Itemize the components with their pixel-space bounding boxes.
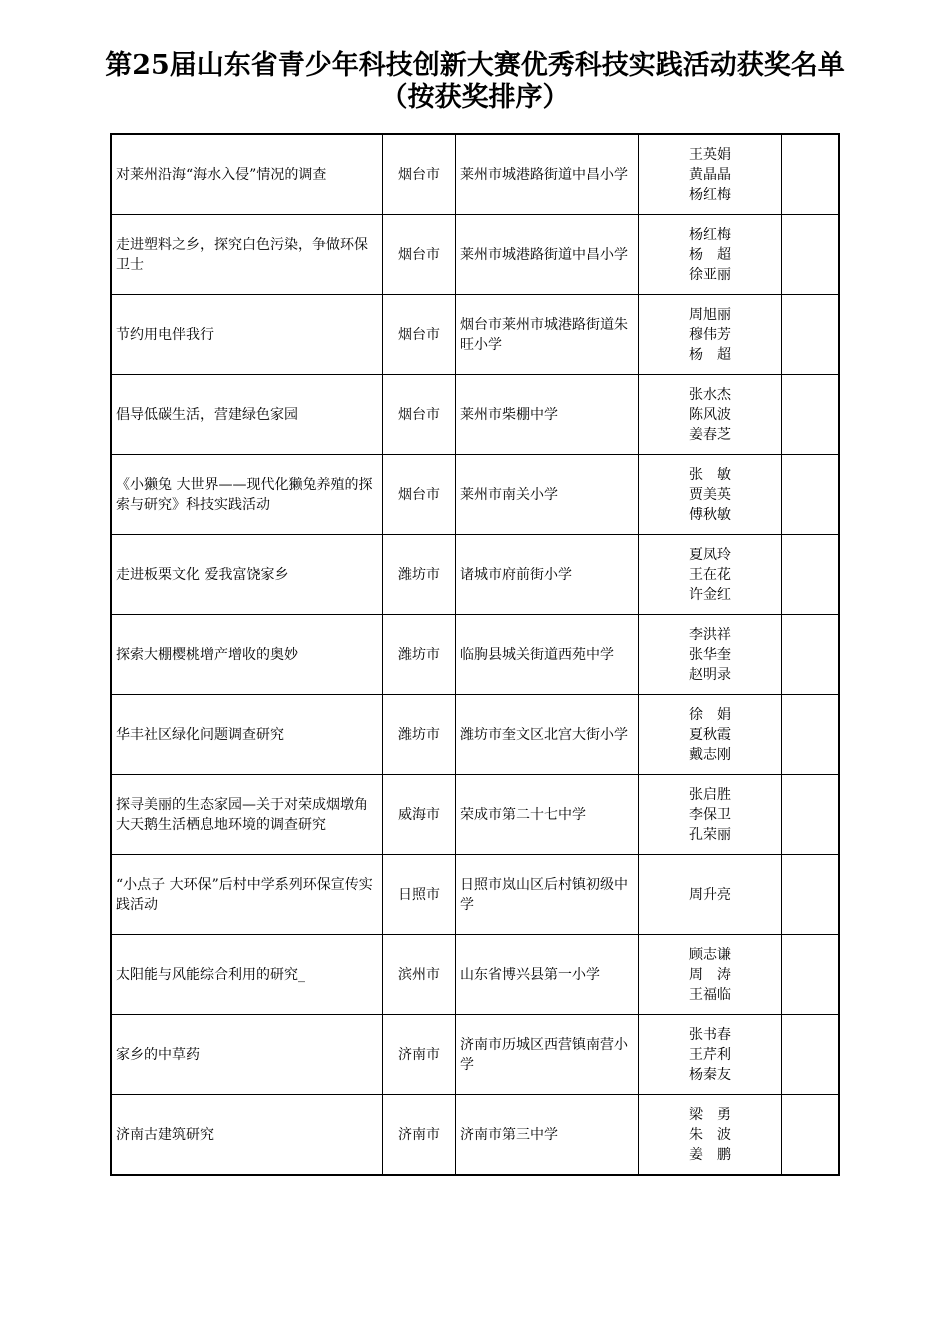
teacher-name: 李洪祥: [689, 626, 731, 643]
teacher-name: 王在花: [689, 566, 731, 583]
teacher-name: 黄晶晶: [689, 166, 731, 183]
city-cell: 烟台市: [383, 455, 456, 535]
blank-cell: [782, 215, 840, 295]
blank-cell: [782, 535, 840, 615]
teacher-name: 周 涛: [689, 966, 731, 983]
blank-cell: [782, 1015, 840, 1095]
project-name-cell: 探寻美丽的生态家园—关于对荣成烟墩角大天鹅生活栖息地环境的调查研究: [111, 775, 383, 855]
teacher-name: 孔荣丽: [689, 826, 731, 843]
project-name-cell: 对莱州沿海“海水入侵”情况的调查: [111, 134, 383, 215]
teacher-name: 许金红: [689, 586, 731, 603]
blank-cell: [782, 695, 840, 775]
school-cell: 莱州市南关小学: [456, 455, 639, 535]
school-cell: 日照市岚山区后村镇初级中学: [456, 855, 639, 935]
school-cell: 烟台市莱州市城港路街道朱旺小学: [456, 295, 639, 375]
teacher-name: 王英娟: [689, 146, 731, 163]
table-row: [111, 535, 839, 615]
blank-cell: [782, 295, 840, 375]
table-row: [111, 1095, 839, 1176]
awards-table-body: [111, 134, 839, 1175]
teacher-name: 夏凤玲: [689, 546, 731, 563]
blank-cell: [782, 935, 840, 1015]
city-cell: 潍坊市: [383, 695, 456, 775]
school-cell: 莱州市城港路街道中昌小学: [456, 134, 639, 215]
teacher-name: 徐 娟: [689, 706, 731, 723]
teachers-cell: [639, 615, 782, 695]
teacher-name: 姜 鹏: [689, 1146, 731, 1163]
teacher-name: 周旭丽: [689, 306, 731, 323]
city-cell: 潍坊市: [383, 615, 456, 695]
teacher-name: 王福临: [689, 986, 731, 1003]
school-cell: 济南市历城区西营镇南营小学: [456, 1015, 639, 1095]
city-cell: 日照市: [383, 855, 456, 935]
blank-cell: [782, 615, 840, 695]
teachers-cell: [639, 855, 782, 935]
city-cell: 烟台市: [383, 134, 456, 215]
teachers-cell: [639, 1095, 782, 1176]
teacher-name: 杨 超: [689, 346, 731, 363]
page-subtitle: （按获奖排序）: [380, 82, 570, 113]
city-cell: 潍坊市: [383, 535, 456, 615]
teacher-name: 张水杰: [689, 386, 731, 403]
teacher-name: 傅秋敏: [689, 506, 731, 523]
city-cell: 济南市: [383, 1095, 456, 1176]
teacher-name: 杨 超: [689, 246, 731, 263]
project-name-cell: 倡导低碳生活，营建绿色家园: [111, 375, 383, 455]
school-cell: 荣成市第二十七中学: [456, 775, 639, 855]
page-title: 第25届山东省青少年科技创新大赛优秀科技实践活动获奖名单: [105, 50, 845, 81]
blank-cell: [782, 455, 840, 535]
project-name-cell: 太阳能与风能综合利用的研究_: [111, 935, 383, 1015]
city-cell: 滨州市: [383, 935, 456, 1015]
teacher-name: 徐亚丽: [689, 266, 731, 283]
table-row: [111, 375, 839, 455]
teacher-name: 朱 波: [689, 1126, 731, 1143]
teacher-name: 陈风波: [689, 406, 731, 423]
teacher-name: 张 敏: [689, 466, 731, 483]
table-row: [111, 215, 839, 295]
city-cell: 烟台市: [383, 375, 456, 455]
project-name-cell: 家乡的中草药: [111, 1015, 383, 1095]
teacher-name: 张书春: [689, 1026, 731, 1043]
table-row: [111, 775, 839, 855]
teachers-cell: [639, 295, 782, 375]
teachers-cell: [639, 455, 782, 535]
project-name-cell: 走进板栗文化 爱我富饶家乡: [111, 535, 383, 615]
teacher-name: 张启胜: [689, 786, 731, 803]
table-row: [111, 695, 839, 775]
teachers-cell: [639, 215, 782, 295]
teachers-cell: [639, 134, 782, 215]
teachers-cell: [639, 375, 782, 455]
school-cell: 山东省博兴县第一小学: [456, 935, 639, 1015]
table-row: [111, 295, 839, 375]
teachers-cell: [639, 935, 782, 1015]
table-row: [111, 134, 839, 215]
teacher-name: 杨红梅: [689, 226, 731, 243]
city-cell: 烟台市: [383, 215, 456, 295]
teacher-name: 张华奎: [689, 646, 731, 663]
table-row: [111, 615, 839, 695]
school-cell: 临朐县城关街道西苑中学: [456, 615, 639, 695]
blank-cell: [782, 1095, 840, 1176]
project-name-cell: 《小獭兔 大世界——现代化獭兔养殖的探索与研究》科技实践活动: [111, 455, 383, 535]
teacher-name: 李保卫: [689, 806, 731, 823]
teacher-name: 穆伟芳: [689, 326, 731, 343]
blank-cell: [782, 375, 840, 455]
project-name-cell: 走进塑料之乡，探究白色污染，争做环保卫士: [111, 215, 383, 295]
blank-cell: [782, 855, 840, 935]
teacher-name: 梁 勇: [689, 1106, 731, 1123]
project-name-cell: “小点子 大环保”后村中学系列环保宣传实践活动: [111, 855, 383, 935]
awards-table: [110, 133, 840, 1176]
teacher-name: 周升亮: [689, 886, 731, 903]
school-cell: 莱州市柴棚中学: [456, 375, 639, 455]
teacher-name: 杨秦友: [689, 1066, 731, 1083]
table-row: [111, 855, 839, 935]
teachers-cell: [639, 775, 782, 855]
teacher-name: 赵明录: [689, 666, 731, 683]
school-cell: 莱州市城港路街道中昌小学: [456, 215, 639, 295]
school-cell: 济南市第三中学: [456, 1095, 639, 1176]
project-name-cell: 节约用电伴我行: [111, 295, 383, 375]
teacher-name: 王芹利: [689, 1046, 731, 1063]
city-cell: 济南市: [383, 1015, 456, 1095]
school-cell: 诸城市府前街小学: [456, 535, 639, 615]
project-name-cell: 华丰社区绿化问题调查研究: [111, 695, 383, 775]
city-cell: 烟台市: [383, 295, 456, 375]
teacher-name: 杨红梅: [689, 186, 731, 203]
table-row: [111, 455, 839, 535]
teacher-name: 戴志刚: [689, 746, 731, 763]
teacher-name: 顾志谦: [689, 946, 731, 963]
table-row: [111, 1015, 839, 1095]
city-cell: 威海市: [383, 775, 456, 855]
teacher-name: 夏秋霞: [689, 726, 731, 743]
table-row: [111, 935, 839, 1015]
teachers-cell: [639, 695, 782, 775]
teachers-cell: [639, 1015, 782, 1095]
project-name-cell: 探索大棚樱桃增产增收的奥妙: [111, 615, 383, 695]
school-cell: 潍坊市奎文区北宫大街小学: [456, 695, 639, 775]
teachers-cell: [639, 535, 782, 615]
blank-cell: [782, 775, 840, 855]
blank-cell: [782, 134, 840, 215]
teacher-name: 贾美英: [689, 486, 731, 503]
teacher-name: 姜春芝: [689, 426, 731, 443]
project-name-cell: 济南古建筑研究: [111, 1095, 383, 1176]
